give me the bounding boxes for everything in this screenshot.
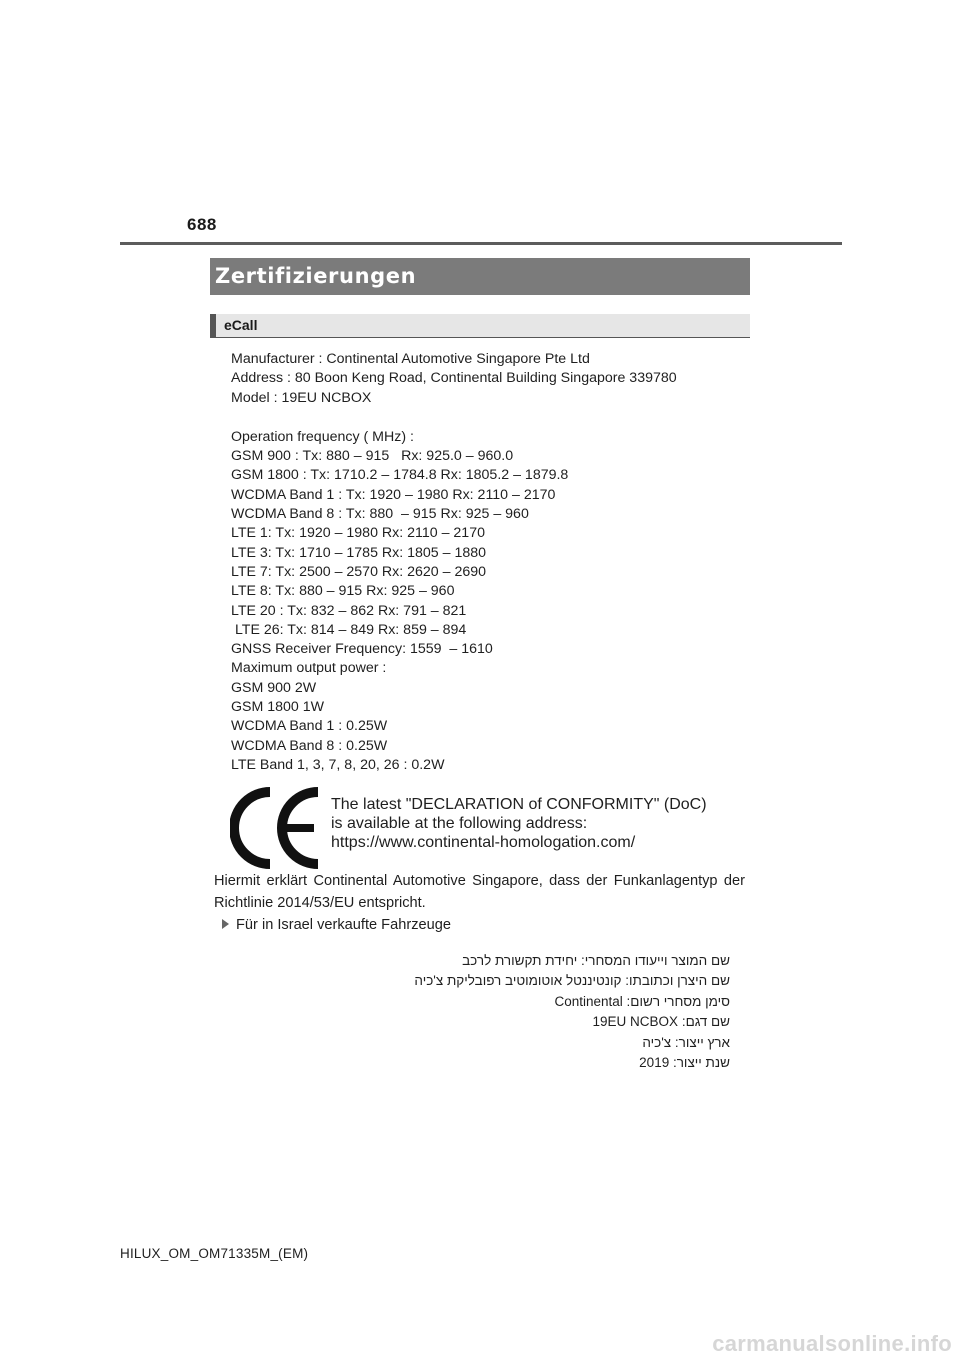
- spec-line: WCDMA Band 1 : 0.25W: [231, 718, 388, 735]
- spec-line: WCDMA Band 8 : 0.25W: [231, 737, 388, 754]
- spec-line: Address : 80 Boon Keng Road, Continental Building Singapore 339780: [231, 370, 677, 387]
- hebrew-line: שנת ייצור: 2019: [639, 1055, 730, 1071]
- hebrew-line: שם היצרן וכתובתו: קונטיננטל אוטומוטיב רפובליקת צ'כיה: [414, 973, 730, 989]
- triangle-bullet-icon: [222, 919, 229, 929]
- spec-line: LTE Band 1, 3, 7, 8, 20, 26 : 0.2W: [231, 756, 445, 773]
- spec-line: WCDMA Band 8 : Tx: 880 – 915 Rx: 925 – 960: [231, 506, 529, 523]
- subsection-marker: [210, 314, 216, 338]
- spec-line: WCDMA Band 1 : Tx: 1920 – 1980 Rx: 2110 – 2170: [231, 486, 556, 503]
- spec-line: LTE 1: Tx: 1920 – 1980 Rx: 2110 – 2170: [231, 525, 485, 542]
- hebrew-line: שם המוצר וייעודו המסחרי: יחידת תקשורת לרכב: [462, 953, 730, 968]
- spec-line: Operation frequency ( MHz) :: [231, 428, 414, 445]
- section-title: Zertifizierungen: [210, 258, 750, 295]
- spec-line: LTE 20 : Tx: 832 – 862 Rx: 791 – 821: [231, 602, 467, 619]
- spec-line: GSM 900 2W: [231, 679, 317, 696]
- declaration-text: Hiermit erklärt Continental Automotive Singapore, dass der Funkanlagentyp der Richtlinie 2014/53/EU entspricht.: [214, 873, 745, 911]
- conformity-url: https://www.continental-homologation.com/: [331, 834, 636, 851]
- header-rule: [120, 242, 842, 245]
- spec-line: Model : 19EU NCBOX: [231, 389, 372, 406]
- spec-line: Manufacturer : Continental Automotive Singapore Pte Ltd: [231, 351, 590, 367]
- spec-gap: [231, 408, 677, 428]
- conformity-line: is available at the following address:: [331, 815, 588, 832]
- spec-line: LTE 7: Tx: 2500 – 2570 Rx: 2620 – 2690: [231, 563, 487, 580]
- ce-mark-icon: [230, 787, 322, 869]
- israel-heading-text: Für in Israel verkaufte Fahrzeuge: [236, 917, 451, 933]
- hebrew-line: סימן מסחרי רשום: Continental: [554, 993, 730, 1009]
- spec-line: Maximum output power :: [231, 660, 387, 677]
- subsection-title: eCall: [224, 317, 258, 333]
- page-number: 688: [187, 215, 217, 234]
- spec-block: [231, 350, 677, 775]
- spec-line: LTE 8: Tx: 880 – 915 Rx: 925 – 960: [231, 583, 455, 600]
- hebrew-line: שם דגם: 19EU NCBOX: [592, 1014, 730, 1030]
- hebrew-info-block: [370, 951, 730, 1073]
- spec-line: GSM 900 : Tx: 880 – 915 Rx: 925.0 – 960.0: [231, 448, 514, 465]
- spec-line: GSM 1800 : Tx: 1710.2 – 1784.8 Rx: 1805.2 – 1879.8: [231, 467, 569, 484]
- footer-code: HILUX_OM_OM71335M_(EM): [120, 1246, 309, 1261]
- conformity-line: The latest "DECLARATION of CONFORMITY" (DoC): [331, 796, 707, 813]
- subsection-header: [210, 314, 750, 338]
- israel-heading: [222, 917, 451, 933]
- spec-line: GSM 1800 1W: [231, 699, 325, 716]
- spec-line: LTE 26: Tx: 814 – 849 Rx: 859 – 894: [231, 621, 467, 638]
- watermark: carmanualsonline.info: [712, 1331, 952, 1356]
- conformity-notice: [331, 795, 707, 852]
- spec-line: LTE 3: Tx: 1710 – 1785 Rx: 1805 – 1880: [231, 544, 487, 561]
- hebrew-line: ארץ ייצור: צ'כיה: [642, 1034, 730, 1050]
- spec-line: GNSS Receiver Frequency: 1559 – 1610: [231, 641, 493, 658]
